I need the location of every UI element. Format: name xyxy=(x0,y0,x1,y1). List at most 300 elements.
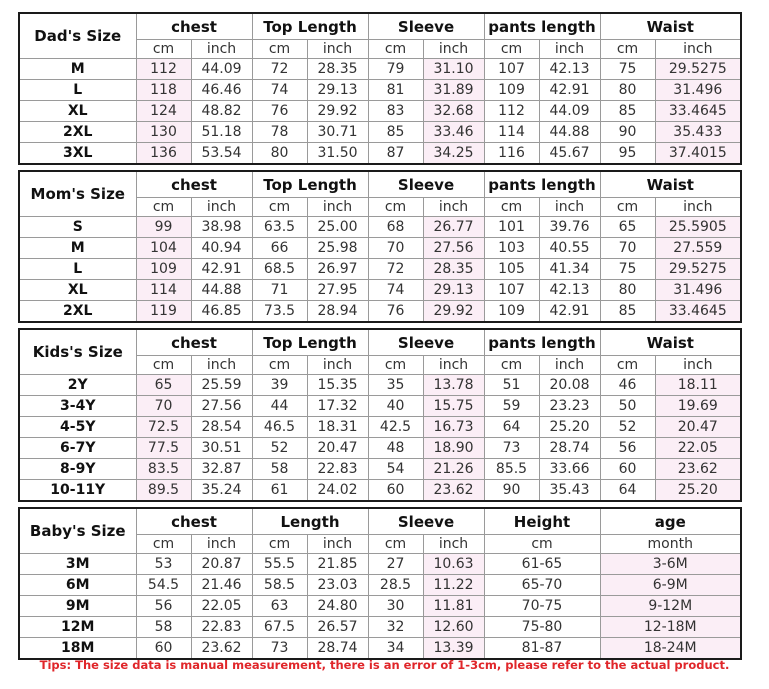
unit-label: inch xyxy=(307,40,368,59)
kids-size-table xyxy=(18,328,742,502)
table-cell: 56 xyxy=(600,438,655,459)
table-cell: 70 xyxy=(600,238,655,259)
table-cell: 58.5 xyxy=(252,575,307,596)
table-cell: 11.81 xyxy=(423,596,484,617)
table-cell: 23.62 xyxy=(423,480,484,502)
table-cell: 41.34 xyxy=(539,259,600,280)
table-cell: 85 xyxy=(368,122,423,143)
column-header: Sleeve xyxy=(368,329,484,356)
unit-label: cm xyxy=(136,356,191,375)
table-cell: 25.5905 xyxy=(655,217,741,238)
unit-label: cm xyxy=(252,535,307,554)
unit-label: cm xyxy=(136,535,191,554)
table-cell: 28.54 xyxy=(191,417,252,438)
table-cell: 42.13 xyxy=(539,59,600,80)
table-cell: 79 xyxy=(368,59,423,80)
table-cell: 130 xyxy=(136,122,191,143)
table-cell: 29.92 xyxy=(423,301,484,323)
unit-label: inch xyxy=(191,356,252,375)
table-cell: 27.56 xyxy=(423,238,484,259)
unit-label: inch xyxy=(307,356,368,375)
table-cell: 25.20 xyxy=(655,480,741,502)
table-cell: 54.5 xyxy=(136,575,191,596)
table-cell: 32 xyxy=(368,617,423,638)
table-cell: 44.88 xyxy=(539,122,600,143)
table-row xyxy=(19,59,741,80)
table-cell: 24.80 xyxy=(307,596,368,617)
column-header: Sleeve xyxy=(368,508,484,535)
table-cell: 112 xyxy=(484,101,539,122)
table-cell: 39.76 xyxy=(539,217,600,238)
table-row xyxy=(19,554,741,575)
table-cell: 13.39 xyxy=(423,638,484,660)
dad-size-title: Dad's Size xyxy=(19,13,136,59)
table-cell: 34 xyxy=(368,638,423,660)
table-cell: 76 xyxy=(368,301,423,323)
table-cell: 46.46 xyxy=(191,80,252,101)
size-label: 6M xyxy=(19,575,136,596)
table-cell: 112 xyxy=(136,59,191,80)
table-cell: 28.74 xyxy=(307,638,368,660)
table-cell: 21.85 xyxy=(307,554,368,575)
table-cell: 65-70 xyxy=(484,575,600,596)
table-cell: 65 xyxy=(600,217,655,238)
table-cell: 32.68 xyxy=(423,101,484,122)
unit-label: cm xyxy=(252,356,307,375)
table-cell: 75 xyxy=(600,259,655,280)
table-cell: 73 xyxy=(252,638,307,660)
table-cell: 44.09 xyxy=(539,101,600,122)
table-cell: 107 xyxy=(484,59,539,80)
column-header: chest xyxy=(136,13,252,40)
column-header: Sleeve xyxy=(368,13,484,40)
column-header: age xyxy=(600,508,741,535)
column-header: pants length xyxy=(484,329,600,356)
table-cell: 25.20 xyxy=(539,417,600,438)
table-cell: 63 xyxy=(252,596,307,617)
table-row xyxy=(19,259,741,280)
unit-label: inch xyxy=(423,40,484,59)
unit-label: cm xyxy=(600,356,655,375)
table-cell: 27.56 xyxy=(191,396,252,417)
table-cell: 72.5 xyxy=(136,417,191,438)
table-cell: 103 xyxy=(484,238,539,259)
table-cell: 39 xyxy=(252,375,307,396)
table-cell: 65 xyxy=(136,375,191,396)
table-row xyxy=(19,280,741,301)
table-cell: 37.4015 xyxy=(655,143,741,165)
size-label: 8-9Y xyxy=(19,459,136,480)
table-cell: 33.4645 xyxy=(655,101,741,122)
table-cell: 60 xyxy=(136,638,191,660)
column-header: pants length xyxy=(484,13,600,40)
table-cell: 63.5 xyxy=(252,217,307,238)
table-cell: 11.22 xyxy=(423,575,484,596)
table-cell: 21.26 xyxy=(423,459,484,480)
size-label: 4-5Y xyxy=(19,417,136,438)
table-row xyxy=(19,80,741,101)
table-cell: 35.433 xyxy=(655,122,741,143)
table-cell: 83 xyxy=(368,101,423,122)
unit-label: cm xyxy=(484,535,600,554)
table-cell: 48 xyxy=(368,438,423,459)
table-cell: 22.05 xyxy=(191,596,252,617)
table-cell: 22.83 xyxy=(307,459,368,480)
table-row xyxy=(19,617,741,638)
table-cell: 23.62 xyxy=(655,459,741,480)
table-cell: 59 xyxy=(484,396,539,417)
table-cell: 31.89 xyxy=(423,80,484,101)
table-cell: 18.31 xyxy=(307,417,368,438)
size-label: 2XL xyxy=(19,122,136,143)
table-cell: 29.5275 xyxy=(655,59,741,80)
table-cell: 70-75 xyxy=(484,596,600,617)
table-cell: 64 xyxy=(484,417,539,438)
unit-label: inch xyxy=(423,535,484,554)
table-cell: 46.85 xyxy=(191,301,252,323)
table-cell: 23.23 xyxy=(539,396,600,417)
table-row xyxy=(19,438,741,459)
table-cell: 26.57 xyxy=(307,617,368,638)
table-cell: 28.5 xyxy=(368,575,423,596)
table-cell: 42.91 xyxy=(191,259,252,280)
table-cell: 23.03 xyxy=(307,575,368,596)
unit-label: inch xyxy=(191,535,252,554)
table-cell: 90 xyxy=(484,480,539,502)
table-cell: 42.5 xyxy=(368,417,423,438)
table-cell: 70 xyxy=(136,396,191,417)
table-row xyxy=(19,375,741,396)
unit-label: inch xyxy=(655,40,741,59)
table-cell: 114 xyxy=(484,122,539,143)
table-cell: 76 xyxy=(252,101,307,122)
table-cell: 56 xyxy=(136,596,191,617)
size-label: 9M xyxy=(19,596,136,617)
table-cell: 68.5 xyxy=(252,259,307,280)
table-cell: 48.82 xyxy=(191,101,252,122)
table-cell: 28.74 xyxy=(539,438,600,459)
table-row xyxy=(19,638,741,660)
unit-label: inch xyxy=(539,40,600,59)
table-cell: 31.50 xyxy=(307,143,368,165)
table-cell: 75-80 xyxy=(484,617,600,638)
table-cell: 83.5 xyxy=(136,459,191,480)
table-cell: 15.35 xyxy=(307,375,368,396)
table-row xyxy=(19,101,741,122)
table-cell: 31.496 xyxy=(655,280,741,301)
table-cell: 25.59 xyxy=(191,375,252,396)
table-row xyxy=(19,417,741,438)
measurement-tips-note: Tips: The size data is manual measurement, there is an error of 1-3cm, please refer to the actual product. xyxy=(39,658,730,672)
table-cell: 30.71 xyxy=(307,122,368,143)
table-cell: 75 xyxy=(600,59,655,80)
table-cell: 22.83 xyxy=(191,617,252,638)
table-cell: 71 xyxy=(252,280,307,301)
table-cell: 60 xyxy=(600,459,655,480)
table-cell: 13.78 xyxy=(423,375,484,396)
table-cell: 104 xyxy=(136,238,191,259)
table-cell: 31.496 xyxy=(655,80,741,101)
size-label: S xyxy=(19,217,136,238)
table-cell: 52 xyxy=(600,417,655,438)
size-label: 3XL xyxy=(19,143,136,165)
table-cell: 81-87 xyxy=(484,638,600,660)
table-cell: 53 xyxy=(136,554,191,575)
unit-label: cm xyxy=(252,40,307,59)
table-cell: 109 xyxy=(136,259,191,280)
table-cell: 77.5 xyxy=(136,438,191,459)
table-cell: 52 xyxy=(252,438,307,459)
table-cell: 80 xyxy=(600,280,655,301)
table-cell: 101 xyxy=(484,217,539,238)
table-cell: 87 xyxy=(368,143,423,165)
table-cell: 73 xyxy=(484,438,539,459)
table-cell: 30.51 xyxy=(191,438,252,459)
unit-label: inch xyxy=(307,535,368,554)
table-cell: 114 xyxy=(136,280,191,301)
table-cell: 9-12M xyxy=(600,596,741,617)
table-cell: 31.10 xyxy=(423,59,484,80)
table-cell: 23.62 xyxy=(191,638,252,660)
table-cell: 64 xyxy=(600,480,655,502)
table-cell: 107 xyxy=(484,280,539,301)
unit-label: cm xyxy=(484,40,539,59)
size-label: XL xyxy=(19,101,136,122)
column-header: chest xyxy=(136,171,252,198)
table-cell: 22.05 xyxy=(655,438,741,459)
table-cell: 44.88 xyxy=(191,280,252,301)
table-cell: 10.63 xyxy=(423,554,484,575)
table-cell: 58 xyxy=(252,459,307,480)
size-label: 18M xyxy=(19,638,136,660)
table-cell: 21.46 xyxy=(191,575,252,596)
table-cell: 85.5 xyxy=(484,459,539,480)
table-cell: 81 xyxy=(368,80,423,101)
table-cell: 16.73 xyxy=(423,417,484,438)
table-cell: 109 xyxy=(484,301,539,323)
table-cell: 28.35 xyxy=(307,59,368,80)
unit-label: cm xyxy=(136,40,191,59)
unit-label: cm xyxy=(484,356,539,375)
table-cell: 18.11 xyxy=(655,375,741,396)
table-cell: 60 xyxy=(368,480,423,502)
unit-label: cm xyxy=(600,40,655,59)
size-label: 6-7Y xyxy=(19,438,136,459)
table-cell: 35.43 xyxy=(539,480,600,502)
table-row xyxy=(19,596,741,617)
table-cell: 28.35 xyxy=(423,259,484,280)
table-cell: 15.75 xyxy=(423,396,484,417)
unit-label: inch xyxy=(539,198,600,217)
size-label: 3-4Y xyxy=(19,396,136,417)
size-label: 2XL xyxy=(19,301,136,323)
table-cell: 66 xyxy=(252,238,307,259)
table-cell: 24.02 xyxy=(307,480,368,502)
table-cell: 45.67 xyxy=(539,143,600,165)
table-cell: 38.98 xyxy=(191,217,252,238)
table-cell: 68 xyxy=(368,217,423,238)
table-row xyxy=(19,143,741,165)
table-cell: 29.92 xyxy=(307,101,368,122)
table-cell: 74 xyxy=(252,80,307,101)
table-row xyxy=(19,301,741,323)
table-cell: 35.24 xyxy=(191,480,252,502)
table-cell: 42.91 xyxy=(539,301,600,323)
table-cell: 33.4645 xyxy=(655,301,741,323)
table-cell: 32.87 xyxy=(191,459,252,480)
unit-label: month xyxy=(600,535,741,554)
table-cell: 99 xyxy=(136,217,191,238)
table-cell: 80 xyxy=(252,143,307,165)
table-cell: 72 xyxy=(252,59,307,80)
table-cell: 18.90 xyxy=(423,438,484,459)
unit-label: inch xyxy=(655,198,741,217)
table-cell: 3-6M xyxy=(600,554,741,575)
unit-label: cm xyxy=(136,198,191,217)
table-cell: 42.91 xyxy=(539,80,600,101)
table-cell: 95 xyxy=(600,143,655,165)
table-cell: 25.00 xyxy=(307,217,368,238)
table-cell: 26.77 xyxy=(423,217,484,238)
size-chart xyxy=(18,12,740,665)
table-cell: 18-24M xyxy=(600,638,741,660)
table-cell: 78 xyxy=(252,122,307,143)
size-label: 3M xyxy=(19,554,136,575)
table-row xyxy=(19,459,741,480)
table-cell: 46 xyxy=(600,375,655,396)
table-cell: 50 xyxy=(600,396,655,417)
table-cell: 51 xyxy=(484,375,539,396)
column-header: Top Length xyxy=(252,13,368,40)
table-cell: 73.5 xyxy=(252,301,307,323)
table-cell: 20.47 xyxy=(307,438,368,459)
table-cell: 20.08 xyxy=(539,375,600,396)
table-row xyxy=(19,575,741,596)
table-cell: 20.47 xyxy=(655,417,741,438)
table-cell: 6-9M xyxy=(600,575,741,596)
table-cell: 44 xyxy=(252,396,307,417)
table-cell: 12.60 xyxy=(423,617,484,638)
size-label: M xyxy=(19,59,136,80)
table-cell: 33.66 xyxy=(539,459,600,480)
table-cell: 51.18 xyxy=(191,122,252,143)
table-cell: 116 xyxy=(484,143,539,165)
table-cell: 27 xyxy=(368,554,423,575)
table-cell: 61 xyxy=(252,480,307,502)
unit-label: inch xyxy=(191,198,252,217)
table-cell: 35 xyxy=(368,375,423,396)
unit-label: inch xyxy=(539,356,600,375)
column-header: Height xyxy=(484,508,600,535)
table-cell: 54 xyxy=(368,459,423,480)
column-header: chest xyxy=(136,329,252,356)
table-row xyxy=(19,480,741,502)
table-cell: 30 xyxy=(368,596,423,617)
table-cell: 27.95 xyxy=(307,280,368,301)
table-cell: 124 xyxy=(136,101,191,122)
size-label: 12M xyxy=(19,617,136,638)
table-cell: 136 xyxy=(136,143,191,165)
table-cell: 25.98 xyxy=(307,238,368,259)
column-header: chest xyxy=(136,508,252,535)
column-header: pants length xyxy=(484,171,600,198)
table-cell: 61-65 xyxy=(484,554,600,575)
table-cell: 55.5 xyxy=(252,554,307,575)
table-cell: 80 xyxy=(600,80,655,101)
table-cell: 58 xyxy=(136,617,191,638)
mom-size-table xyxy=(18,170,742,323)
table-cell: 72 xyxy=(368,259,423,280)
table-cell: 53.54 xyxy=(191,143,252,165)
size-label: L xyxy=(19,80,136,101)
table-cell: 105 xyxy=(484,259,539,280)
kids-size-title: Kids's Size xyxy=(19,329,136,375)
table-cell: 27.559 xyxy=(655,238,741,259)
table-cell: 90 xyxy=(600,122,655,143)
table-cell: 85 xyxy=(600,101,655,122)
table-cell: 67.5 xyxy=(252,617,307,638)
table-cell: 19.69 xyxy=(655,396,741,417)
dad-size-table xyxy=(18,12,742,165)
table-cell: 119 xyxy=(136,301,191,323)
mom-size-title: Mom's Size xyxy=(19,171,136,217)
table-cell: 40.55 xyxy=(539,238,600,259)
column-header: Length xyxy=(252,508,368,535)
table-cell: 74 xyxy=(368,280,423,301)
unit-label: cm xyxy=(368,535,423,554)
table-cell: 89.5 xyxy=(136,480,191,502)
column-header: Waist xyxy=(600,13,741,40)
table-cell: 118 xyxy=(136,80,191,101)
table-cell: 29.5275 xyxy=(655,259,741,280)
column-header: Sleeve xyxy=(368,171,484,198)
table-cell: 17.32 xyxy=(307,396,368,417)
size-label: 10-11Y xyxy=(19,480,136,502)
unit-label: cm xyxy=(368,356,423,375)
table-cell: 44.09 xyxy=(191,59,252,80)
unit-label: cm xyxy=(252,198,307,217)
table-cell: 20.87 xyxy=(191,554,252,575)
table-row xyxy=(19,238,741,259)
table-cell: 46.5 xyxy=(252,417,307,438)
table-row xyxy=(19,122,741,143)
table-cell: 70 xyxy=(368,238,423,259)
table-cell: 40 xyxy=(368,396,423,417)
baby-size-title: Baby's Size xyxy=(19,508,136,554)
unit-label: inch xyxy=(307,198,368,217)
table-row xyxy=(19,396,741,417)
table-cell: 33.46 xyxy=(423,122,484,143)
column-header: Waist xyxy=(600,171,741,198)
size-label: L xyxy=(19,259,136,280)
table-cell: 42.13 xyxy=(539,280,600,301)
table-cell: 29.13 xyxy=(423,280,484,301)
table-cell: 29.13 xyxy=(307,80,368,101)
column-header: Top Length xyxy=(252,171,368,198)
unit-label: inch xyxy=(655,356,741,375)
table-cell: 40.94 xyxy=(191,238,252,259)
column-header: Top Length xyxy=(252,329,368,356)
table-cell: 34.25 xyxy=(423,143,484,165)
unit-label: cm xyxy=(368,198,423,217)
table-row xyxy=(19,217,741,238)
size-label: M xyxy=(19,238,136,259)
unit-label: cm xyxy=(600,198,655,217)
unit-label: inch xyxy=(191,40,252,59)
size-label: XL xyxy=(19,280,136,301)
unit-label: inch xyxy=(423,356,484,375)
unit-label: cm xyxy=(484,198,539,217)
